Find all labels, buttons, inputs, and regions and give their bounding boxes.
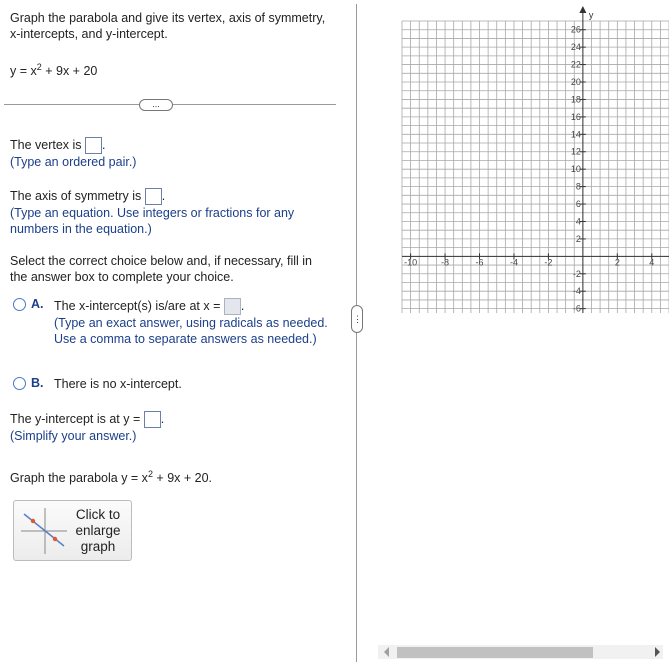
x-tick-label: -4 <box>509 257 518 268</box>
y-intercept-answer-box[interactable] <box>144 411 161 428</box>
option-a-radio[interactable] <box>13 298 26 311</box>
vertex-question: The vertex is . (Type an ordered pair.) <box>10 138 137 170</box>
y-tick-label: 16 <box>570 111 581 122</box>
axis-label: The axis of symmetry is <box>10 189 142 203</box>
y-tick-label: 18 <box>570 94 581 105</box>
y-tick-label: 8 <box>575 181 581 192</box>
graph-instruction: Graph the parabola $y = x^2 + 9x + 20$. <box>10 469 213 486</box>
y-tick-label: -6 <box>572 303 581 314</box>
resize-handle-horizontal[interactable]: ... <box>139 99 173 111</box>
y-tick-label: 2 <box>575 233 581 244</box>
coordinate-graph[interactable] <box>357 0 669 667</box>
y-axis-label: y <box>588 10 594 20</box>
vertex-hint: (Type an ordered pair.) <box>10 155 137 170</box>
y-tick-label: 10 <box>570 164 581 175</box>
y-intercept-label: The y-intercept is at y = <box>10 412 141 426</box>
option-a-hint: (Type an exact answer, using radicals as needed. Use a comma to separate answers as needed.) <box>54 316 328 347</box>
y-tick-label: 24 <box>570 42 581 53</box>
y-tick-label: 22 <box>570 59 581 70</box>
y-tick-label: -2 <box>572 268 581 279</box>
x-intercept-answer-box[interactable] <box>224 298 241 315</box>
graph-panel <box>357 0 669 667</box>
x-tick-label: -10 <box>404 257 418 268</box>
x-tick-label: 2 <box>614 257 620 268</box>
option-a-label: The x-intercept(s) is/are at x = <box>54 299 221 313</box>
option-a: The x-intercept(s) is/are at x = . (Type an exact answer, using radicals as needed. Use a comma to separate answers as needed.) <box>54 299 328 347</box>
x-tick-label: -2 <box>544 257 553 268</box>
y-tick-label: 6 <box>575 199 581 210</box>
axis-hint: (Type an equation. Use integers or fractions for any numbers in the equation.) <box>10 206 295 237</box>
axis-answer-box[interactable] <box>145 188 162 205</box>
y-tick-label: -4 <box>572 286 581 297</box>
y-tick-label: 26 <box>570 24 581 35</box>
scrollbar-thumb[interactable] <box>397 647 593 658</box>
x-tick-label: -8 <box>441 257 450 268</box>
y-intercept-question: The y-intercept is at y = . (Simplify your answer.) <box>10 412 165 444</box>
x-tick-label: -6 <box>475 257 484 268</box>
scroll-left-arrow-icon[interactable] <box>384 647 389 657</box>
vertex-answer-box[interactable] <box>85 137 102 154</box>
y-tick-label: 14 <box>570 129 581 140</box>
option-b-label: There is no x-intercept. <box>54 377 182 391</box>
vertex-label: The vertex is <box>10 138 82 152</box>
resize-handle-vertical[interactable]: ⋮ <box>351 305 363 333</box>
option-b-radio[interactable] <box>13 377 26 390</box>
scroll-right-arrow-icon[interactable] <box>655 647 660 657</box>
y-tick-label: 12 <box>570 146 581 157</box>
y-intercept-hint: (Simplify your answer.) <box>10 429 137 444</box>
graph-thumbnail-icon <box>19 506 69 556</box>
axis-question: The axis of symmetry is . (Type an equation. Use integers or fractions for any numbers in the equation.) <box>10 189 295 237</box>
choice-instruction: Select the correct choice below and, if necessary, fill in the answer box to complete your choice. <box>10 254 312 284</box>
y-tick-label: 20 <box>570 77 581 88</box>
y-axis-arrow-icon <box>579 6 586 13</box>
y-tick-label: 4 <box>575 216 581 227</box>
option-a-letter: A. <box>31 297 44 311</box>
x-tick-label: 4 <box>649 257 655 268</box>
problem-prompt: Graph the parabola and give its vertex, axis of symmetry, x-intercepts, and y-intercept. <box>10 11 326 41</box>
option-b-letter: B. <box>31 376 44 390</box>
enlarge-graph-button[interactable] <box>13 500 132 561</box>
enlarge-graph-label: Click to enlarge graph <box>75 507 121 554</box>
problem-equation: $y = x^2 + 9x + 20$ <box>10 62 98 79</box>
